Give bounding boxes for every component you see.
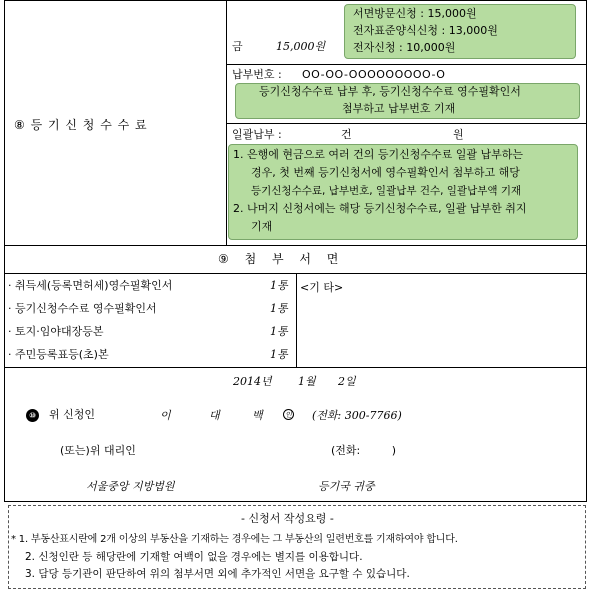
payment-note-line-2: 첨부하고 납부번호 기재 (342, 102, 456, 115)
table-border-top (4, 0, 587, 1)
attachments-header: ⑨ 첨 부 서 면 (218, 252, 345, 266)
applicant-name-char-2: 대 (209, 409, 220, 422)
bulk-note-line-4: 2. 나머지 신청서에는 해당 등기신청수수료, 일괄 납부한 취지 (233, 202, 527, 215)
payment-number-label: 납부번호 : (232, 68, 282, 81)
fee-section-label: ⑧ 등 기 신 청 수 수 료 (14, 118, 148, 132)
instructions-title: - 신청서 작성요령 - (241, 512, 334, 525)
fee-rate-electronic: 전자신청 : 10,000원 (353, 41, 456, 54)
fee-row-divider-2 (226, 123, 587, 124)
applicant-phone: (전화: 300-7766) (312, 409, 402, 422)
bulk-amount-unit: 원 (453, 128, 464, 141)
payment-note-line-1: 등기신청수수료 납부 후, 등기신청수수료 영수필확인서 (259, 85, 521, 98)
bulk-note-line-3: 등기신청수수료, 납부번호, 일괄납부 건수, 일괄납부액 기재 (251, 185, 522, 197)
instructions-line-3: 3. 담당 등기관이 판단하여 위의 첨부서면 외에 추가적인 서면을 요구할 수 있습니다. (25, 568, 410, 580)
attachment-item-3-qty: 1통 (270, 325, 288, 338)
bulk-note-line-5: 기재 (251, 220, 273, 233)
court-name: 서울중앙 지방법원 (86, 480, 175, 493)
agent-phone: (전화: ) (331, 444, 397, 457)
instructions-line-2: 2. 신청인란 등 해당란에 기재할 여백이 없을 경우에는 별지를 이용합니다. (25, 551, 363, 563)
fee-amount-value: 15,000원 (276, 40, 326, 53)
table-border-bottom (4, 501, 587, 502)
instructions-line-1: * 1. 부동산표시란에 2개 이상의 부동산을 기재하는 경우에는 그 부동산의 일련번호를 기재하여야 합니다. (11, 534, 458, 545)
applicant-label: 위 신청인 (49, 408, 96, 421)
attachment-item-1-name: · 취득세(등록면허세)영수필확인서 (8, 279, 173, 292)
table-border-left (4, 0, 5, 502)
bulk-note-line-2: 경우, 첫 번째 등기신청서에 영수필확인서 첨부하고 해당 (251, 166, 520, 179)
payment-number-value: OO-OO-OOOOOOOOO-O (302, 68, 446, 81)
attachments-column-divider (296, 273, 297, 367)
application-date-day: 2일 (338, 375, 356, 388)
attachments-other-label: <기 타> (300, 281, 344, 294)
bulk-note-line-1: 1. 은행에 현금으로 여러 건의 등기신청수수료 일괄 납부하는 (233, 148, 523, 161)
table-border-right (586, 0, 587, 502)
attachments-bottom-divider (4, 367, 587, 368)
fee-amount-label: 금 (232, 40, 243, 53)
bulk-count-unit: 건 (341, 128, 352, 141)
attachment-item-2-qty: 1통 (270, 302, 288, 315)
applicant-number-badge: ⑩ (26, 409, 39, 422)
application-date-year: 2014년 (233, 375, 272, 388)
bulk-payment-label: 일괄납부 : (232, 128, 282, 141)
fee-rate-e-form: 전자표준양식신청 : 13,000원 (353, 24, 498, 37)
applicant-name-char-3: 백 (252, 409, 263, 422)
applicant-seal-mark: 인 (283, 409, 294, 420)
attachment-item-1-qty: 1통 (270, 279, 288, 292)
agent-label: (또는)위 대리인 (60, 444, 136, 457)
application-date-month: 1월 (298, 375, 316, 388)
attachment-item-3-name: · 토지·임야대장등본 (8, 325, 104, 338)
registry-office: 등기국 귀중 (318, 480, 375, 493)
fee-row-divider-1 (226, 64, 587, 65)
attachment-item-4-name: · 주민등록표등(초)본 (8, 348, 109, 361)
attachment-item-2-name: · 등기신청수수료 영수필확인서 (8, 302, 157, 315)
applicant-name-char-1: 이 (160, 409, 171, 422)
fee-rate-paper: 서면방문신청 : 15,000원 (353, 7, 477, 20)
section-divider (4, 245, 587, 246)
attachment-item-4-qty: 1통 (270, 348, 288, 361)
